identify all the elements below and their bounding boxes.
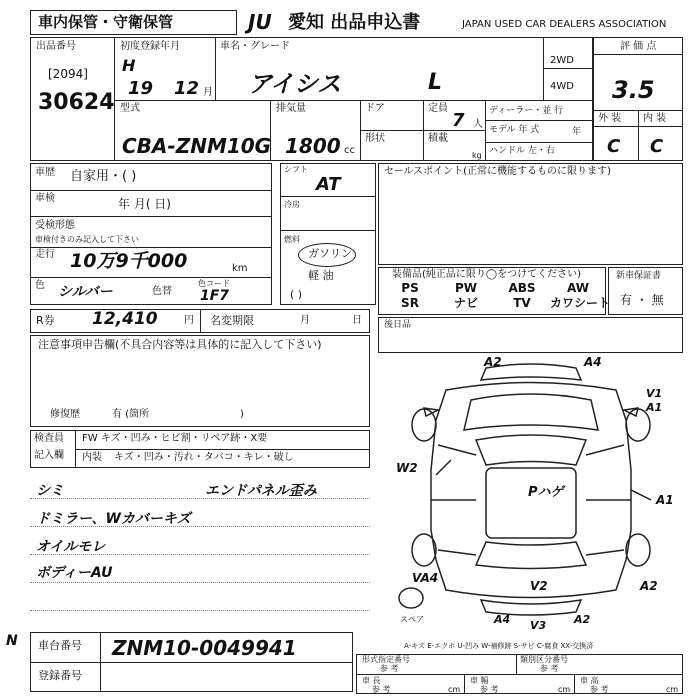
mark-a1-side: A1: [646, 401, 663, 414]
mileage-value: 10万9千000: [70, 250, 188, 272]
load-label: 積載: [428, 133, 448, 144]
era: H: [122, 56, 136, 75]
shift-value: AT: [316, 174, 341, 195]
score-label: 評 価 点: [620, 41, 657, 52]
seats-label: 定員: [428, 103, 448, 114]
mark-p-hage: Pハゲ: [528, 485, 564, 500]
equipment-item: ナビ: [453, 296, 478, 310]
later-label: 後日品: [384, 320, 412, 330]
title-box-text: 車内保管・守衛保管: [38, 13, 174, 31]
reg-month: 12: [174, 78, 200, 99]
color-code-value: 1F7: [200, 288, 230, 304]
drive-2wd: 2WD: [550, 55, 574, 66]
month-unit: 月: [203, 87, 213, 98]
shape-label: 形状: [365, 133, 385, 144]
later-box: [378, 317, 683, 353]
inspector-label-2: 記入欄: [34, 450, 64, 461]
shaken-label: 車検: [35, 193, 55, 204]
equipment-item: カワシート: [550, 296, 611, 310]
mark-a2-right: A2: [640, 579, 658, 593]
width-cm: cm: [558, 685, 571, 694]
handle-label: ハンドル 左・右: [489, 146, 555, 156]
mark-v1: V1: [646, 387, 663, 400]
equipment-item: ABS: [508, 281, 536, 295]
disp-value: 1800: [285, 134, 341, 158]
color-change-label: 色替: [152, 286, 172, 297]
color-code-label: 色コード: [198, 279, 230, 288]
height-ref: 参 考: [590, 685, 609, 694]
name-change-label: 名変期限: [210, 314, 254, 327]
reg-year: 19: [128, 78, 154, 99]
warranty-value: 有 ・ 無: [620, 293, 664, 307]
recycle-value: 12,410: [92, 309, 158, 329]
ju-logo: JU: [248, 10, 272, 34]
uketsuke-note: 車検付きのみ記入して下さい: [35, 235, 139, 244]
mark-a2-bottom: A2: [574, 613, 591, 626]
int-grade: C: [650, 136, 664, 157]
seats-value: 7: [452, 110, 465, 131]
color-value: シルバー: [58, 284, 113, 300]
warranty-label: 新車保証書: [616, 271, 662, 281]
shaken-value: 年 月( 日): [118, 197, 171, 211]
mark-v3: V3: [530, 619, 547, 632]
mileage-label: 走行: [35, 249, 55, 260]
reg-label: 初度登録年月: [120, 41, 180, 52]
note-line-4: ボディーAU: [36, 565, 113, 581]
mark-a1-right: A1: [656, 493, 674, 507]
mark-v2: V2: [530, 579, 548, 593]
class-sub: 参 考: [540, 664, 559, 673]
note-line-1: シミ: [36, 483, 64, 499]
sales-label: セールスポイント(正常に機能するものに限ります): [384, 166, 611, 177]
name-change-month: 月: [300, 315, 310, 326]
lot-number: 30624: [38, 90, 115, 115]
height-cm: cm: [666, 685, 679, 694]
length-ref: 参 考: [372, 685, 391, 694]
mark-a2-top: A2: [484, 355, 502, 369]
repair-value: 有 (箇所: [112, 409, 150, 420]
org-en: JAPAN USED CAR DEALERS ASSOCIATION: [462, 19, 667, 30]
lot-bracket: [2094]: [48, 67, 88, 81]
ext-grade: C: [607, 136, 621, 157]
reg-number-label: 登録番号: [38, 669, 82, 682]
note-line-3: オイルモレ: [36, 539, 106, 555]
notes-label: 注意事項申告欄(不具合内容等は具体的に記入して下さい): [38, 338, 322, 351]
equipment-item: PW: [454, 281, 478, 295]
fuel-other: ( ): [290, 288, 303, 301]
sales-box: [378, 163, 683, 265]
inspector-row2: キズ・凹み・汚れ・タバコ・キレ・破し: [114, 452, 294, 463]
class-label: 類別区分番号: [520, 655, 568, 664]
mark-a4-bottom: A4: [494, 613, 511, 626]
int-label: 内 装: [643, 113, 667, 124]
equipment-item: AW: [567, 281, 589, 295]
aircon-label: 冷房: [284, 200, 300, 209]
recycle-label: R券: [36, 314, 55, 327]
inspector-label-1: 検査員: [34, 433, 64, 444]
equipment-item: TV: [513, 296, 531, 310]
width-ref: 参 考: [480, 685, 499, 694]
width-label: 車 幅: [470, 676, 489, 685]
equipment-item: PS: [401, 281, 419, 295]
form-label: 形式指定番号: [362, 655, 410, 664]
dealer-label: ディーラー・並 行: [489, 106, 564, 116]
car-label: 車名・グレード: [220, 41, 290, 52]
lot-label: 出品番号: [36, 41, 76, 52]
car-grade: L: [428, 70, 443, 95]
diagram-legend: A-キズ E-エクボ U-凹み W-補修跡 S-サビ C-腐食 XX-交換済: [404, 642, 594, 650]
seats-unit: 人: [473, 119, 483, 130]
recycle-unit: 円: [184, 315, 194, 326]
history-value: 自家用・( ): [70, 169, 137, 184]
form-sub: 参 考: [380, 664, 399, 673]
equipment-item: SR: [401, 296, 419, 310]
mark-w2: W2: [396, 461, 418, 475]
shift-label: シフト: [284, 165, 308, 174]
ext-label: 外 装: [598, 113, 622, 124]
org-title: 愛知 出品申込書: [288, 12, 421, 33]
uketsuke-label: 受検形態: [35, 220, 75, 231]
score-value: 3.5: [612, 76, 655, 104]
name-change-day: 日: [352, 315, 362, 326]
spare-label: スペア: [400, 615, 424, 624]
fuel-options: ガソリン: [308, 247, 352, 260]
chassis-label: 車台番号: [38, 639, 82, 652]
note-line-2: ドミラー、Wカバーキズ: [36, 511, 191, 527]
mark-a4-top: A4: [584, 355, 602, 369]
color-label: 色: [35, 280, 45, 291]
fuel-label: 燃料: [284, 235, 300, 244]
disp-label: 排気量: [276, 103, 306, 114]
mileage-unit: km: [232, 263, 248, 274]
car-name: アイシス: [248, 70, 342, 98]
mark-va4: VA4: [412, 571, 439, 585]
drive-4wd: 4WD: [550, 81, 574, 92]
equipment-label: 装備品(純正品に限り◯をつけてください): [392, 269, 581, 280]
chassis-value: ZNM10-0049941: [112, 636, 297, 660]
length-label: 車 長: [362, 676, 381, 685]
length-cm: cm: [448, 685, 461, 694]
disp-unit: cc: [344, 145, 355, 156]
model-year-label: モデル 年 式: [489, 125, 540, 135]
load-unit: kg: [472, 151, 482, 160]
fuel-diesel: 軽 油: [308, 269, 334, 282]
model-year-unit: 年: [572, 127, 582, 137]
model-label: 型式: [120, 103, 140, 114]
repair-label: 修復歴: [50, 409, 80, 420]
model-code: CBA-ZNM10G: [122, 134, 272, 158]
panel-note: エンドパネル歪み: [205, 483, 317, 499]
inspector-row2-label: 内装: [82, 452, 102, 463]
door-label: ドア: [365, 103, 385, 114]
n-mark: N: [6, 633, 18, 649]
height-label: 車 高: [580, 676, 599, 685]
repair-close: ): [240, 409, 244, 420]
inspector-row1: FW キズ・凹み・ヒビ割・リペア跡・X要: [82, 433, 268, 444]
history-label: 車歴: [35, 167, 55, 178]
